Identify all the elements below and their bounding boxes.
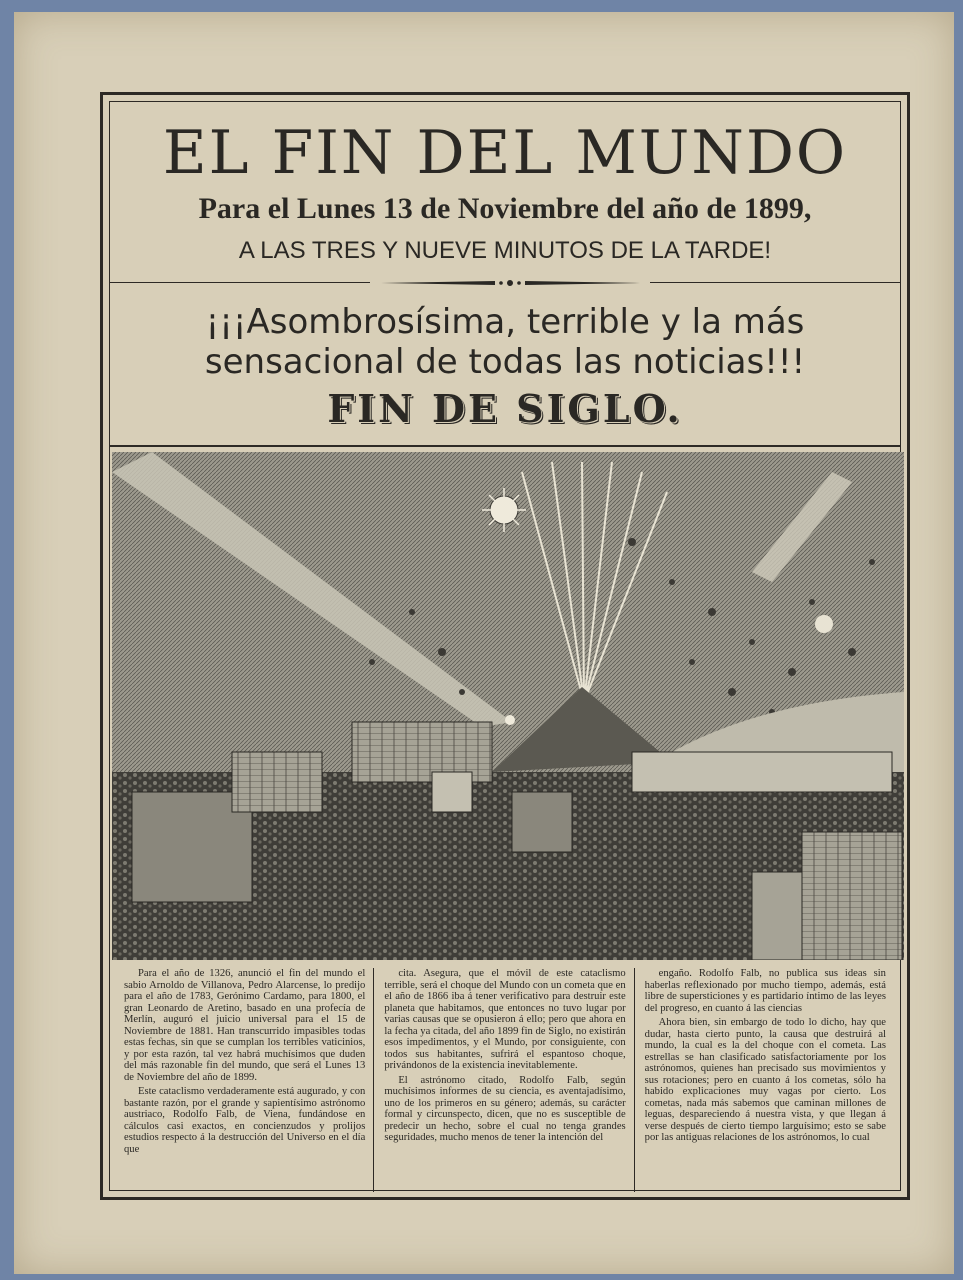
- page-title: EL FIN DEL MUNDO: [162, 118, 848, 188]
- paragraph: El astrónomo citado, Rodolfo Falb, según muchísimos informes de su ciencia, es aventajadísimo, uno de los primeros en su género; además, su carácter formal y circunspecto, dicen, que no es susceptible de predecir un hecho, sobre el cual no tenga grandes seguridades, mucho menos de tener la intención del: [384, 1074, 626, 1143]
- paragraph: engaño. Rodolfo Falb, no publica sus ideas sin haberlas reflexionado por mucho tiempo, además, está libre de supersticiones y es partidario íntimo de las leyes del progreso, en cuanto á las ciencias: [644, 968, 886, 1014]
- paragraph: Ahora bien, sin embargo de todo lo dicho, hay que dudar, hasta cierto punto, la causa que destruirá al mundo, la cual es la del choque con el cometa. Las estrellas se han clasificado satisfactoriamente por los astrónomos, quienes han precisado sus movimientos y sus rotaciones; pero en cuanto á los cometas, sólo ha habido explicaciones muy vagas por cierto. Los cometas, nada más sabemos que caminan millones de leguas, despareciendo á nuestra vista, y que llegan á verse después de cierto tiempo larguísimo; esto se sabe por las antiguas relaciones de los astrónomos, lo cual: [644, 1017, 886, 1143]
- date-subtitle: Para el Lunes 13 de Noviembre del año de 1899,: [198, 192, 812, 225]
- time-line: A LAS TRES Y NUEVE MINUTOS DE LA TARDE!: [238, 237, 772, 264]
- apocalypse-engraving: [112, 452, 904, 960]
- article-column-3: [645, 968, 886, 1192]
- paper-sheet: [14, 12, 954, 1274]
- comet-head-icon: [505, 715, 515, 725]
- paragraph: cita. Asegura, que el móvil de este cataclismo terrible, será el choque del Mundo con un cometa que en el año de 1866 iba á tener verificativo para destruir este planeta que habitamos, que entonces no tuvo lugar por varias causas que se opusieron á ello; pero que ahora en la fecha ya citada, del año 1899 fin de Siglo, no existirán esos impedimentos, y el Mundo, por consiguiente, con todos sus habitantes, sufrirá el espantoso choque, privándonos de la existencia inevitablemente.: [384, 968, 626, 1071]
- moon-icon: [815, 615, 833, 633]
- article-columns: [124, 968, 886, 1192]
- headline-line-1: ¡¡¡Asombrosísima, terrible y la más: [205, 302, 805, 342]
- article-column-2: [384, 968, 634, 1192]
- section-heading: FIN DE SIGLO.: [327, 386, 683, 431]
- divider-rule-2: [110, 445, 900, 447]
- article-column-1: [124, 968, 374, 1192]
- paragraph: Para el año de 1326, anunció el fin del mundo el sabio Arnoldo de Villanova, Pedro Alarcense, lo predijo para el año de 1783, Gerónimo Cardamo, para 1800, el gran Leonardo de Aretino, basado en una profecía de Merlín, auguró el juicio universal para el 15 de Noviembre de 1881. Han transcurrido impasibles todas estas fechas, sin que se cumplan los terribles vaticinios, y por esta razón, tal vez habrá muchísimos que duden del más razonable fin del mundo, que será el Lunes 13 de Noviembre del año de 1899.: [124, 968, 366, 1083]
- broadside-frame: [100, 92, 910, 1200]
- headline-line-2: sensacional de todas las noticias!!!: [204, 342, 806, 382]
- inner-border: [109, 101, 901, 1191]
- paragraph: Este cataclismo verdaderamente está augurado, y con bastante razón, por el grande y sapientísimo astrónomo austriaco, Rodolfo Falb, de Viena, fundándose en cálculos casi exactos, en concienzudos y prolijos estudios respecto á la destrucción del Universo en el día que: [124, 1086, 366, 1155]
- headline: [110, 302, 900, 382]
- ornament-divider: [370, 279, 650, 287]
